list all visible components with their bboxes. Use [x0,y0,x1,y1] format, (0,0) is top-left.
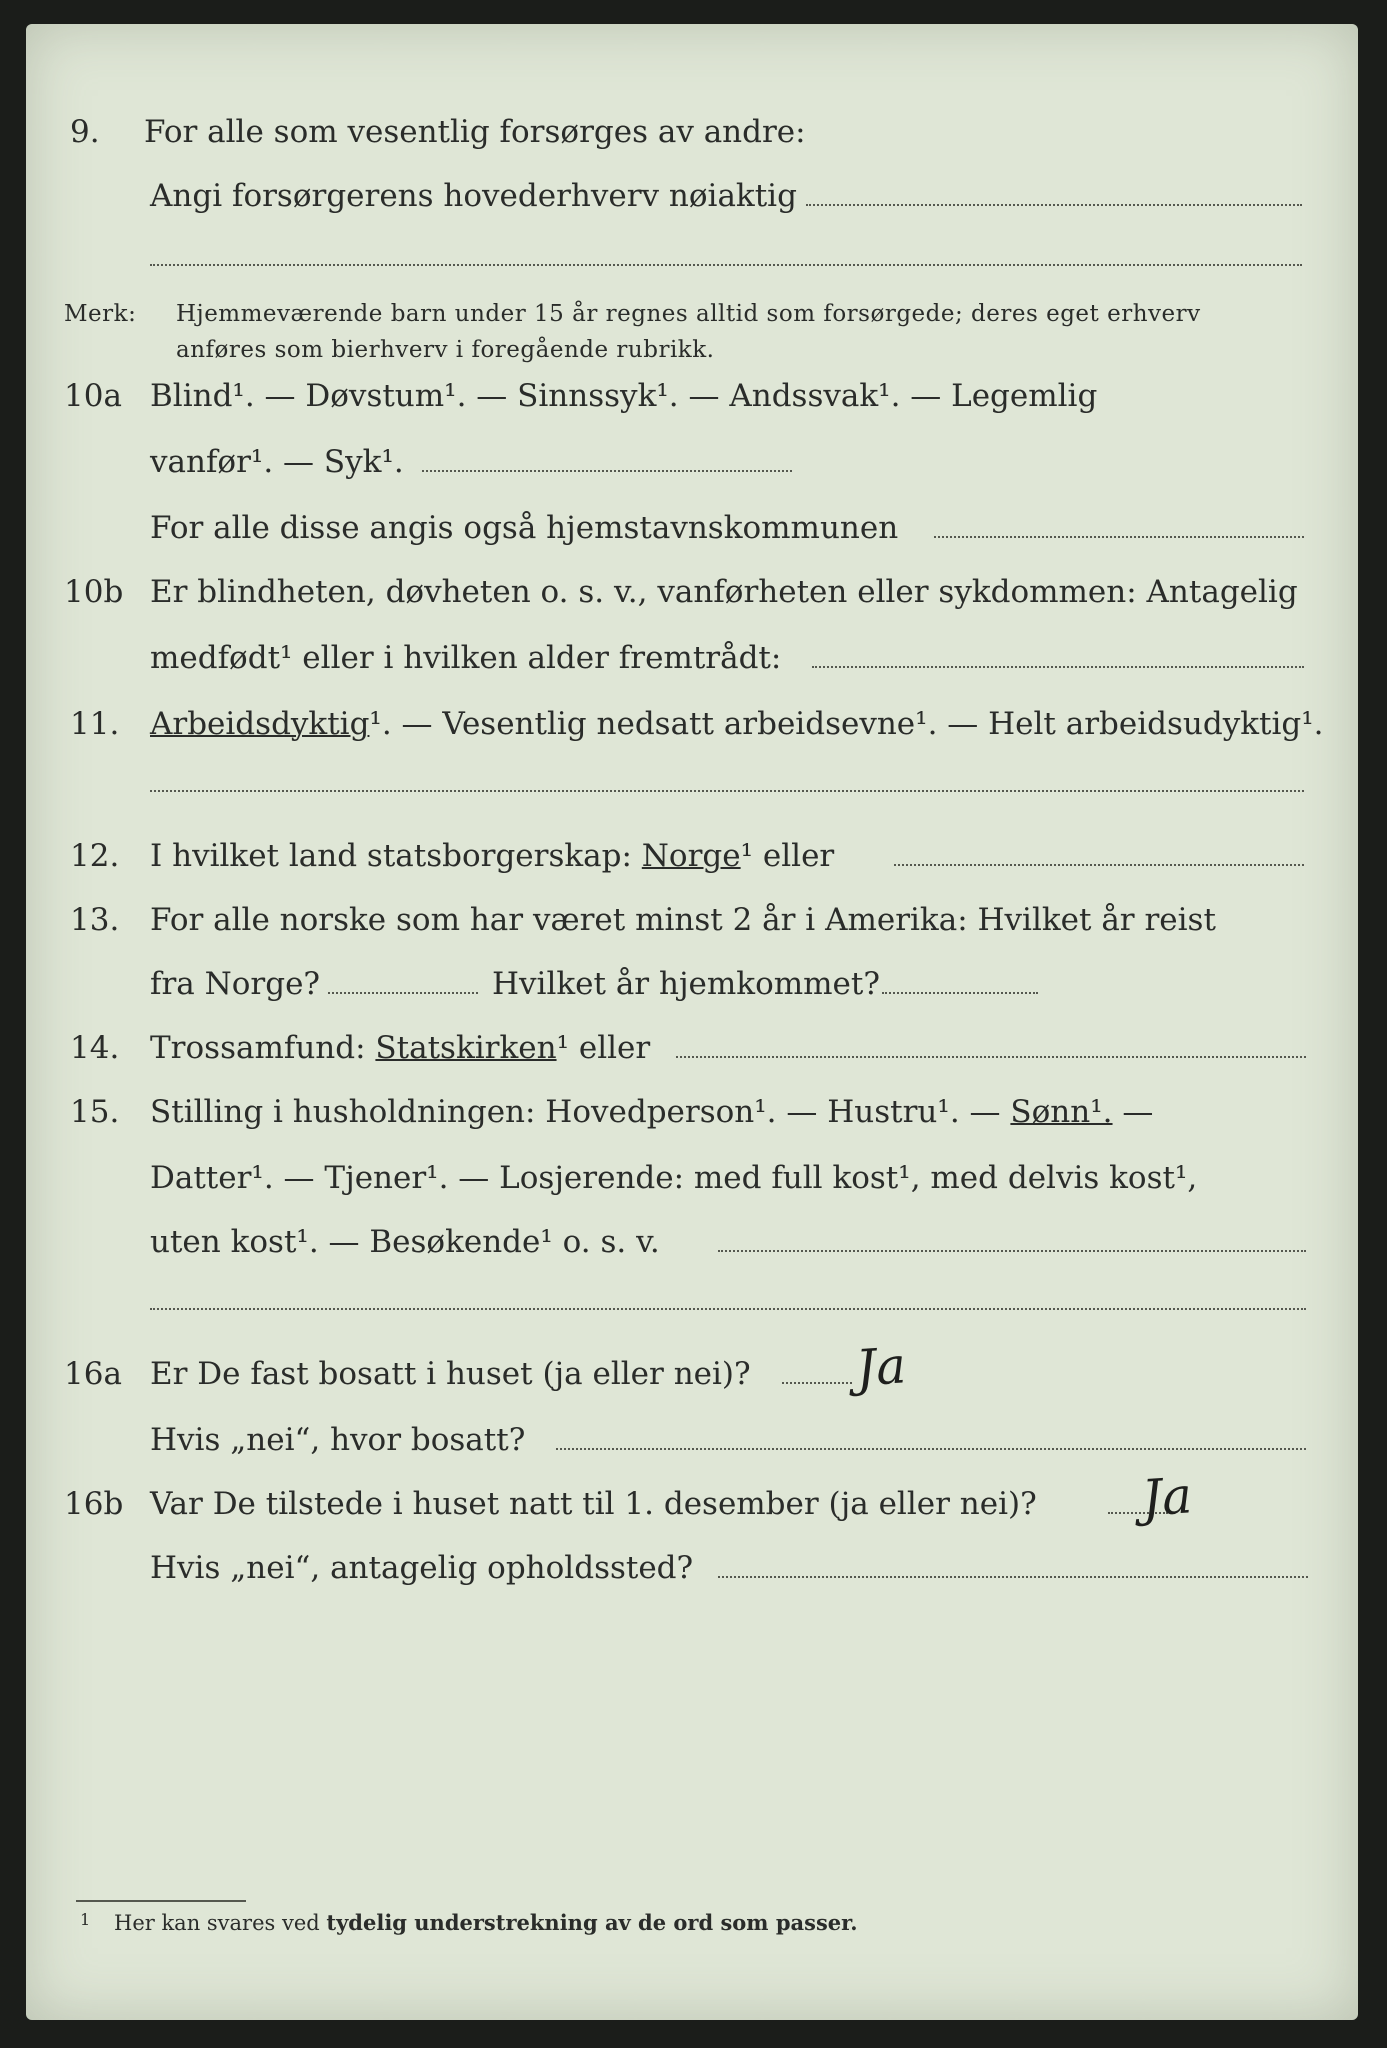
question-text: Datter¹. — Tjener¹. — Losjerende: med full kost¹, med delvis kost¹, [150,1160,1198,1196]
question-text: Hvis „nei“, antagelig opholdssted? [150,1550,694,1586]
answer-line[interactable] [812,666,1304,668]
answer-line[interactable] [150,1308,1306,1310]
question-number: 16b [64,1486,124,1522]
underlined-answer[interactable]: Arbeidsdyktig [150,706,370,742]
question-text: I hvilket land statsborgerskap: [150,838,632,874]
question-number: 13. [70,902,120,938]
answer-line[interactable] [328,992,478,994]
question-text: For alle disse angis også hjemstavnskommunen [150,510,899,546]
answer-line[interactable] [718,1576,1308,1578]
answer-line[interactable] [718,1250,1306,1252]
note-block [64,296,1201,363]
answer-line[interactable] [782,1382,852,1384]
question-text: Hvilket år hjemkommet? [492,966,880,1002]
underlined-answer[interactable]: Statskirken [375,1030,557,1066]
question-number: 10b [64,574,124,610]
question-text: Var De tilstede i huset natt til 1. desember (ja eller nei)? [150,1486,1037,1522]
question-text: — [1122,1094,1154,1130]
census-form-page [26,24,1358,2020]
question-number: 11. [70,706,120,742]
answer-line[interactable] [556,1448,1306,1450]
answer-line[interactable] [894,864,1304,866]
question-text: Er blindheten, døvheten o. s. v., vanførheten eller sykdommen: Antagelig [150,574,1298,610]
answer-line[interactable] [150,790,1304,792]
question-text: medfødt¹ eller i hvilken alder fremtrådt: [150,640,782,676]
handwritten-answer[interactable]: Ja [1140,1466,1194,1528]
footnote [80,1910,858,1935]
question-text: fra Norge? [150,966,321,1002]
footnote-text: Her kan svares ved [114,1911,327,1935]
question-number: 10a [64,378,122,414]
question-number: 12. [70,838,120,874]
question-text: Angi forsørgerens hovederhverv nøiaktig [150,178,797,214]
question-text: Blind¹. — Døvstum¹. — Sinnssyk¹. — Andssvak¹. — Legemlig [150,378,1098,414]
note-label: Merk: [64,301,137,327]
handwritten-answer[interactable]: Ja [854,1336,908,1398]
question-text: vanfør¹. — Syk¹. [150,444,404,480]
answer-line[interactable] [934,536,1304,538]
footnote-rule [76,1900,246,1902]
answer-line[interactable] [422,470,792,472]
question-text: Hvis „nei“, hvor bosatt? [150,1422,526,1458]
question-text: Er De fast bosatt i huset (ja eller nei)? [150,1356,751,1392]
question-text: For alle som vesentlig forsørges av andre: [144,114,806,150]
question-text: uten kost¹. — Besøkende¹ o. s. v. [150,1224,660,1260]
question-text: For alle norske som har været minst 2 år i Amerika: Hvilket år reist [150,902,1216,938]
answer-line[interactable] [150,264,1302,266]
footnote-mark: 1 [80,1910,91,1929]
underlined-answer[interactable]: Sønn¹. [1010,1094,1113,1130]
answer-line[interactable] [676,1056,1306,1058]
question-text: Stilling i husholdningen: Hovedperson¹. — Hustru¹. — [150,1094,1001,1130]
question-text: Trossamfund: [150,1030,366,1066]
question-number: 9. [70,114,100,150]
question-text: ¹. — Vesentlig nedsatt arbeidsevne¹. — Helt arbeidsudyktig¹. [369,706,1324,742]
question-number: 16a [64,1356,122,1392]
question-text: ¹ eller [740,838,835,874]
question-text: ¹ eller [556,1030,651,1066]
footnote-text-bold: tydelig understrekning av de ord som passer. [326,1910,858,1935]
question-number: 14. [70,1030,120,1066]
underlined-answer[interactable]: Norge [641,838,741,874]
answer-line[interactable] [806,204,1302,206]
question-number: 15. [70,1094,120,1130]
note-text: anføres som bierhverv i foregående rubrikk. [176,337,715,363]
note-text: Hjemmeværende barn under 15 år regnes alltid som forsørgede; deres eget erhverv [176,301,1201,327]
answer-line[interactable] [882,992,1038,994]
